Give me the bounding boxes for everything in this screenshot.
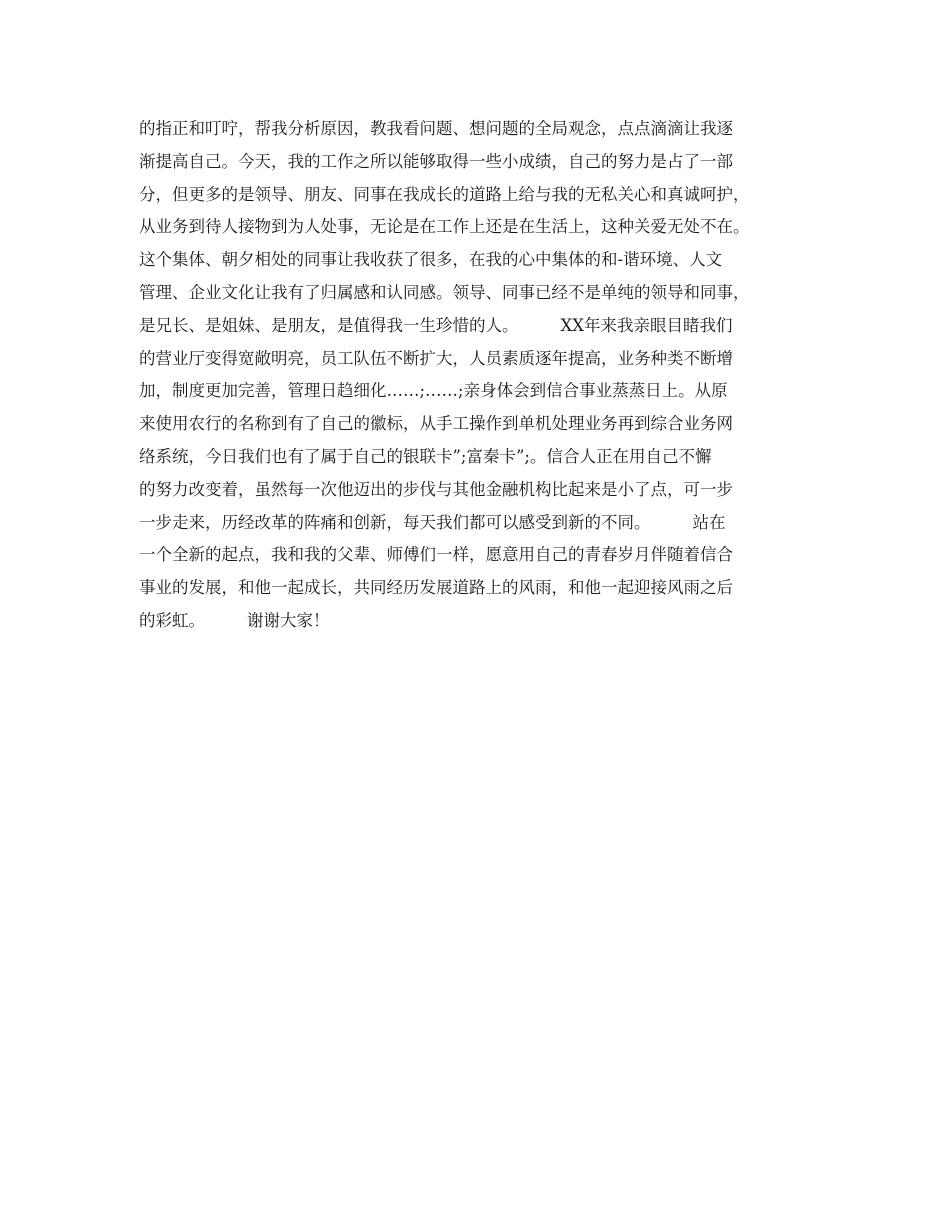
text-line-1: 的指正和叮咛，帮我分析原因，教我看问题、想问题的全局观念，点点滴滴让我逐 [139,119,733,138]
text-line-9: 加，制度更加完善，管理日趋细化……;……;亲身体会到信合事业蒸蒸日上。从原 [139,381,728,401]
text-line-6: 管理、企业文化让我有了归属感和认同感。领导、同事已经不是单纯的领导和同事， [139,282,750,302]
speech-body-text [139,113,829,638]
text-line-10: 来使用农行的名称到有了自己的徽标，从手工操作到单机处理业务再到综合业务网 [139,414,733,434]
text-line-4: 从业务到待人接物到为人处事，无论是在工作上还是在生活上，这种关爱无处不在。 [139,217,750,237]
text-line-8: 的营业厅变得宽敞明亮，员工队伍不断扩大，人员素质逐年提高，业务种类不断增 [139,348,733,368]
text-line-16: 的彩虹。 谢谢大家！ [139,610,330,630]
text-line-12: 的努力改变着，虽然每一次他迈出的步伐与其他金融机构比起来是小了点，可一步 [139,479,733,499]
text-line-3: 分，但更多的是领导、朋友、同事在我成长的道路上给与我的无私关心和真诚呵护， [139,184,750,204]
text-line-14: 一个全新的起点，我和我的父辈、师傅们一样，愿意用自己的青春岁月伴随着信合 [139,545,733,565]
text-line-11: 络系统，今日我们也有了属于自己的银联卡”;富秦卡”;。信合人正在用自己不懈 [139,446,712,466]
text-line-15: 事业的发展，和他一起成长，共同经历发展道路上的风雨，和他一起迎接风雨之后 [139,578,733,598]
text-line-13: 一步走来，历经改革的阵痛和创新，每天我们都可以感受到新的不同。 站在 [139,512,726,532]
text-line-7: 是兄长、是姐妹、是朋友，是值得我一生珍惜的人。 XX年来我亲眼目睹我们 [139,315,733,335]
text-line-5: 这个集体、朝夕相处的同事让我收获了很多，在我的心中集体的和-谐环境、人文 [139,250,723,270]
text-line-2: 渐提高自己。今天，我的工作之所以能够取得一些小成绩，自己的努力是占了一部 [139,151,733,171]
